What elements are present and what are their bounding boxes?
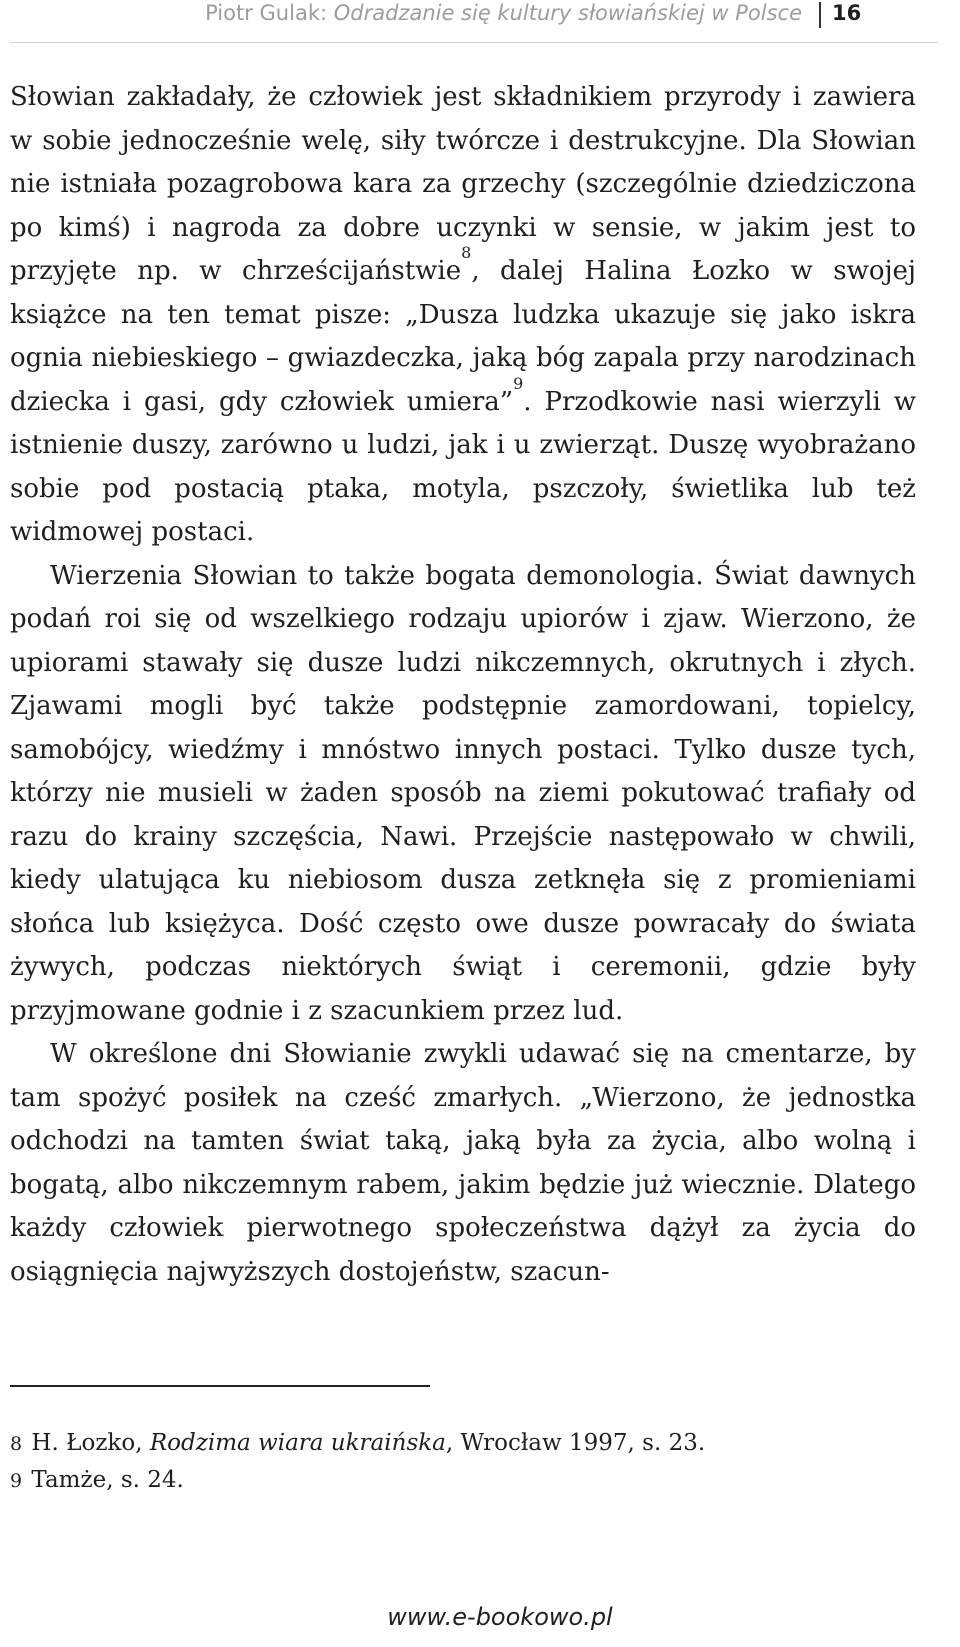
footnotes [10, 1425, 916, 1499]
header-book-title: Odradzanie się kultury słowiańskiej w Polsce [333, 1, 802, 25]
footnote-9 [10, 1462, 916, 1499]
paragraph-1-part-c: . Przodkowie nasi wierzyli w istnienie duszy, zarówno u ludzi, jak i u zwierząt. Duszę wyobrażano sobie pod postacią ptaka, motyla, pszczoły, świetlika lub też widmowej postaci. [10, 386, 917, 547]
paragraph-1 [10, 76, 916, 555]
footnote-text: H. Łozko, [24, 1430, 150, 1456]
footnote-text: Tamże, s. 24. [24, 1467, 184, 1493]
footnote-ref-9[interactable]: 9 [513, 373, 524, 393]
paragraph-1-part-b: , dalej Halina Łozko w swojej książce na ten temat pisze: „Dusza ludzka ukazuje się jako iskra ognia niebieskiego – gwiazdeczka, jaką bóg zapala przy narodzinach dziecka i gasi, gdy człowiek umiera” [10, 256, 916, 417]
publisher-url-link[interactable]: www.e-bookowo.pl [387, 1603, 613, 1631]
footnote-number: 9 [10, 1470, 23, 1492]
header-title-line [205, 0, 802, 26]
running-header [0, 0, 960, 44]
footnote-ref-8[interactable]: 8 [461, 243, 472, 263]
footnote-number: 8 [10, 1433, 23, 1455]
footnote-rule [10, 1385, 430, 1387]
paragraph-1-part-a: Słowian zakładały, że człowiek jest składnikiem przyrody i zawiera w sobie jednocześnie welę, siły twórcze i destrukcyjne. Dla Słowian nie istniała pozagrobowa kara za grzechy (szczególnie dziedziczona po kimś) i nagroda za dobre uczynki w sensie, w jakim jest to przyjęte np. w chrześcijaństwie [10, 82, 916, 286]
footnote-cited-title: Rodzima wiara ukraińska [149, 1430, 446, 1456]
page-footer [0, 1603, 960, 1631]
page-number: 16 [832, 1, 862, 25]
header-rule [10, 42, 938, 43]
paragraph-2: Wierzenia Słowian to także bogata demonologia. Świat dawnych podań roi się od wszelkiego rodzaju upiorów i zjaw. Wierzono, że upiorami stawały się dusze ludzi nikczemnych, okrutnych i złych. Zjawami mogli być także podstępnie zamordowani, topielcy, samobójcy, wiedźmy i mnóstwo innych postaci. Tylko dusze tych, którzy nie musieli w żaden sposób na ziemi pokutować trafiały od razu do krainy szczęścia, Nawi. Przejście następowało w chwili, kiedy ulatująca ku niebiosom dusza zetknęła się z promieniami słońca lub księżyca. Dość często owe dusze powracały do świata żywych, podczas niektórych świąt i ceremonii, gdzie były przyjmowane godnie i z szacunkiem przez lud. [10, 560, 916, 1026]
header-author: Piotr Gulak: [205, 1, 334, 25]
main-text [10, 76, 916, 1294]
paragraph-3: W określone dni Słowianie zwykli udawać się na cmentarze, by tam spożyć posiłek na cześć zmarłych. „Wierzono, że jednostka odchodzi na tamten świat taką, jaką była za życia, albo wolną i bogatą, albo nikczemnym rabem, jakim będzie już wiecznie. Dlatego każdy człowiek pierwotnego społeczeństwa dążył za życia do osiągnięcia najwyższych dostojeństw, szacun- [10, 1039, 916, 1287]
footnote-text-end: , Wrocław 1997, s. 23. [445, 1430, 706, 1456]
header-separator [819, 2, 821, 28]
footnote-8 [10, 1425, 916, 1462]
